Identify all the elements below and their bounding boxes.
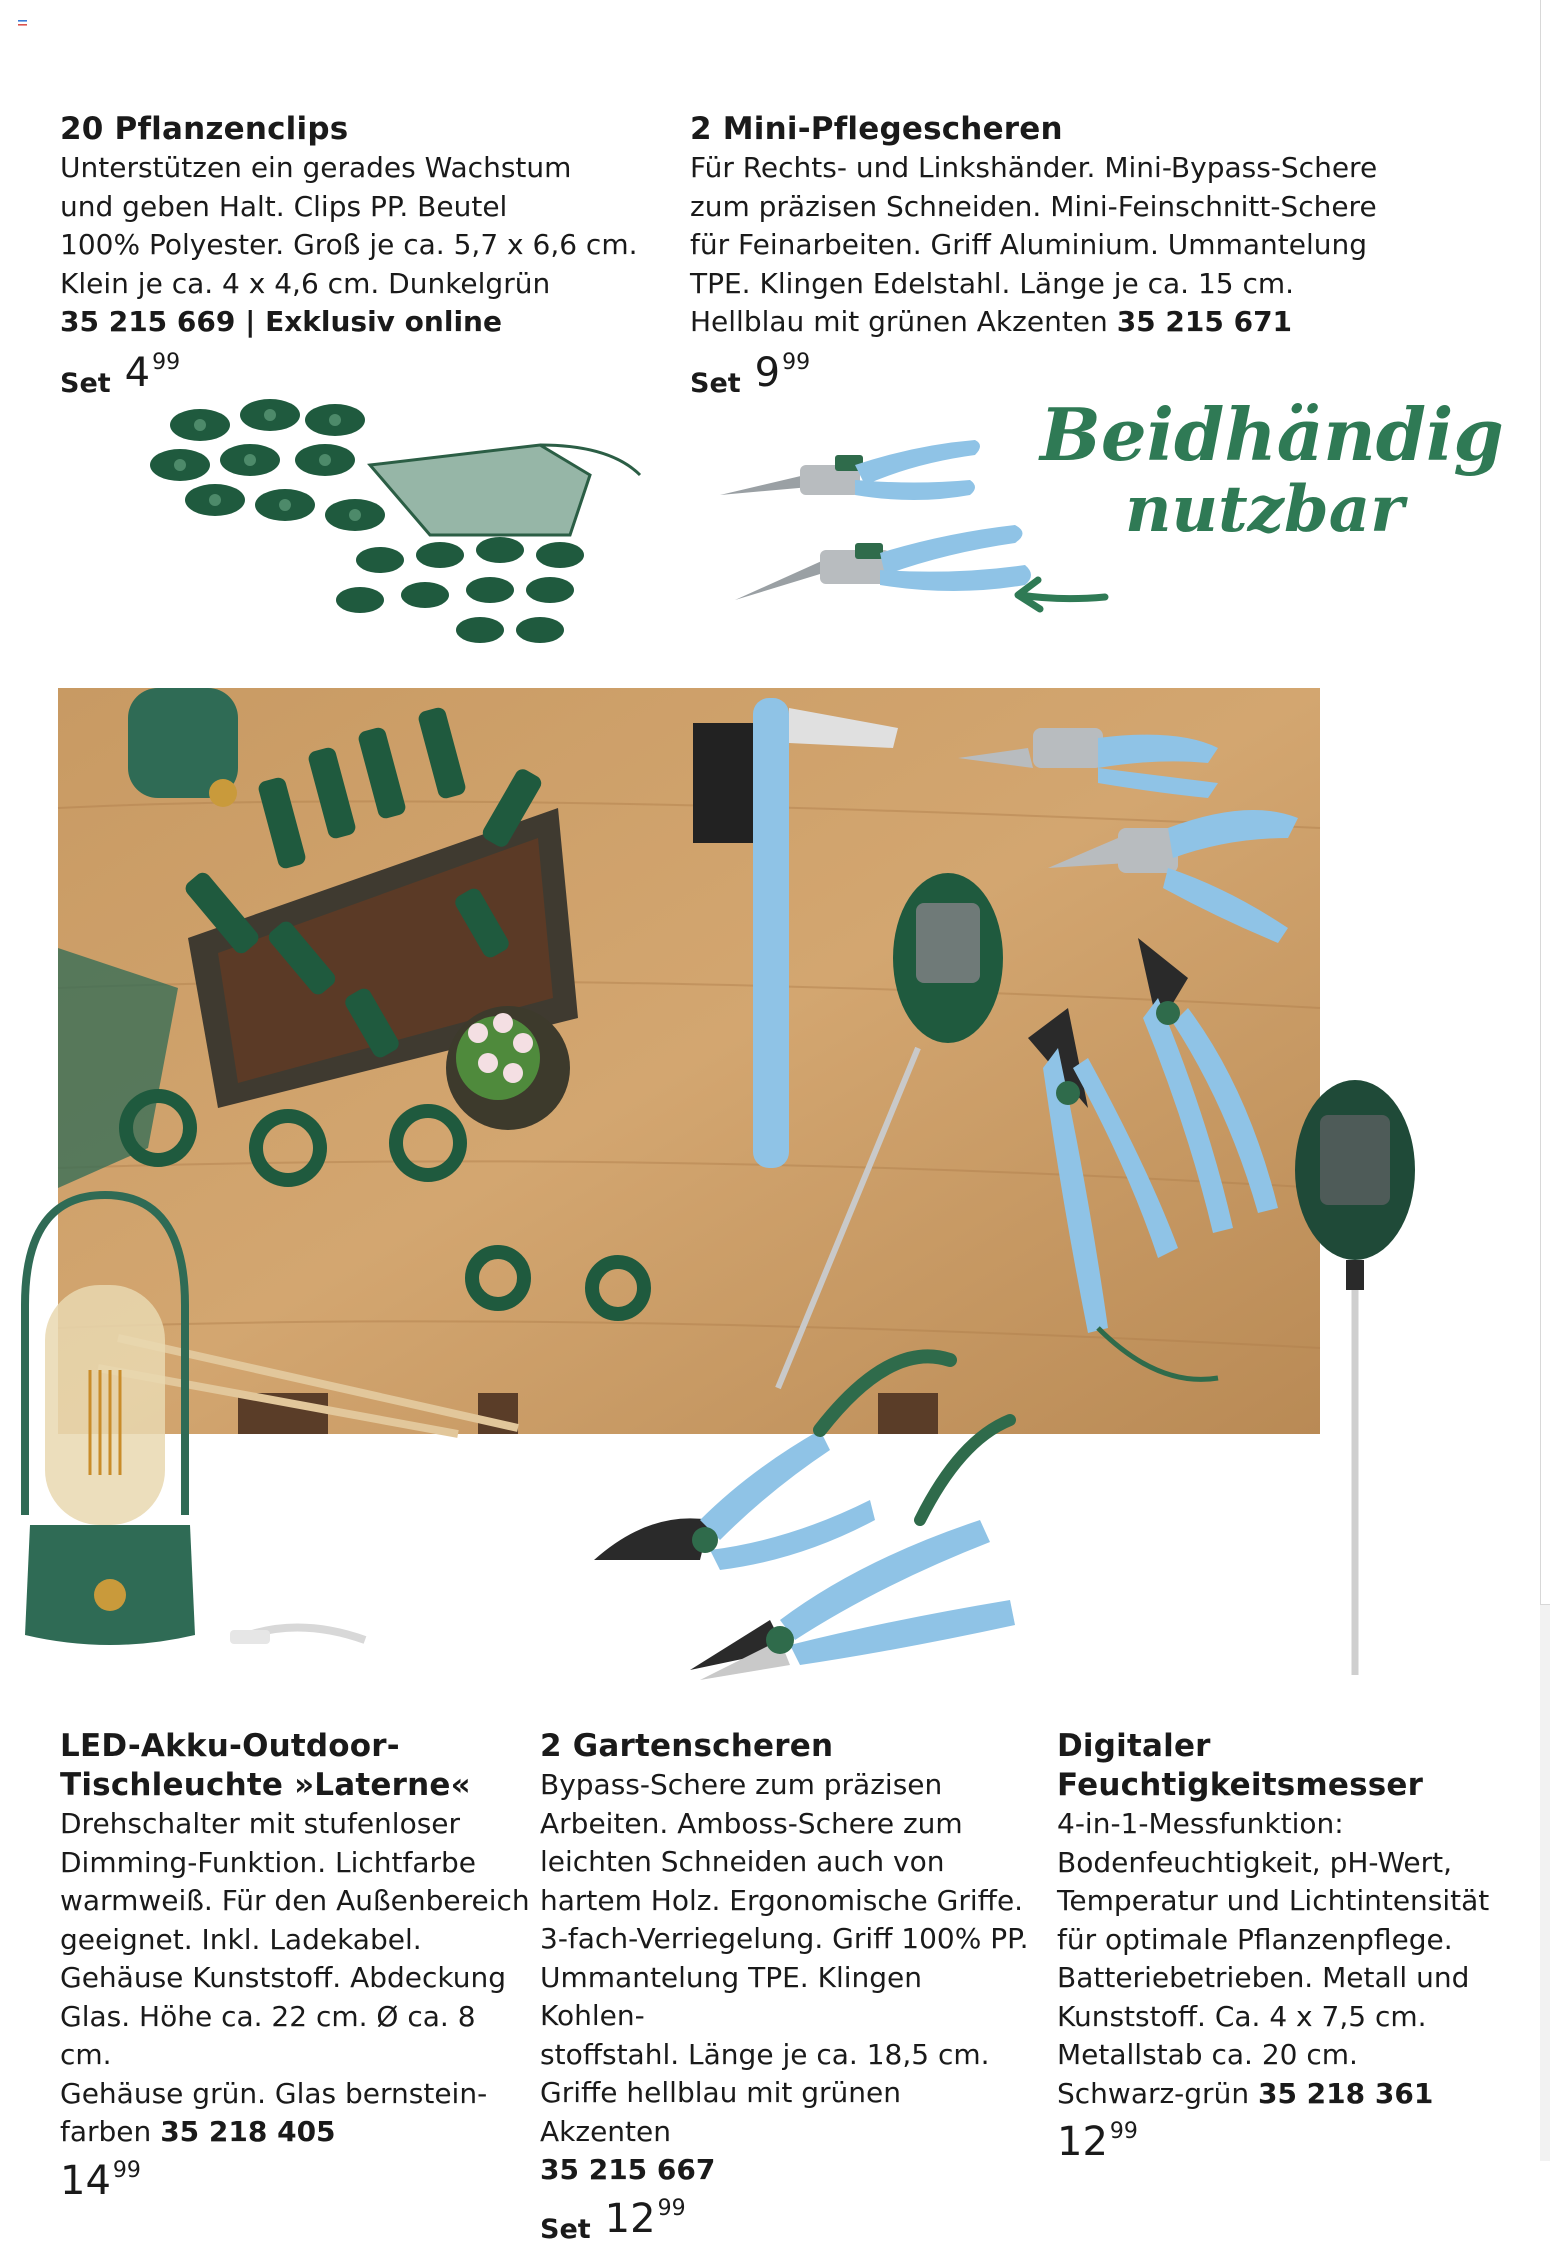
price-prefix: Set — [540, 2213, 591, 2245]
price-decimal: 99 — [782, 349, 811, 375]
product-clips — [60, 110, 660, 399]
price-integer: 9 — [754, 349, 781, 396]
article-number: 35 215 671 — [1116, 305, 1293, 338]
scrollbar-thumb[interactable] — [1540, 0, 1550, 1605]
product-lamp — [60, 1727, 530, 2204]
price — [60, 2158, 530, 2204]
menu-icon[interactable] — [18, 19, 27, 27]
product-title: 2 Gartenscheren — [540, 1728, 834, 1764]
price-decimal: 99 — [657, 2195, 686, 2221]
product-description: Unterstützen ein gerades Wachstum und geben Halt. Clips PP. Beutel 100% Polyester. Groß je ca. 5,7 x 6,6 cm. Klein je ca. 4 x 4,6 cm. Dunkelgrün 35 215 669 | Exklusiv online — [60, 149, 660, 342]
callout-line-2: nutzbar — [1125, 472, 1404, 547]
callout-ambidextrous — [1040, 392, 1504, 547]
price-integer: 4 — [124, 349, 151, 396]
price-prefix: Set — [60, 367, 111, 399]
price-decimal: 99 — [152, 349, 181, 375]
product-title: 2 Mini-Pflegescheren — [690, 111, 1063, 147]
article-number: 35 218 361 — [1257, 2076, 1434, 2110]
product-garden-scissors — [540, 1727, 1030, 2245]
product-description: Bypass-Schere zum präzisen Arbeiten. Amboss-Schere zum leichten Schneiden auch von hartem Holz. Ergonomische Griffe. 3-fach-Verriegelung. Griff 100% PP. Ummantelung TPE. Klingen Kohlen- stoffstahl. Länge je ca. 18,5 cm. Griffe hellblau mit grünen Akzenten 35 215 667 — [540, 1766, 1030, 2190]
callout-line-1: Beidhändig — [1040, 392, 1504, 477]
price-decimal: 99 — [112, 2157, 141, 2183]
product-title: Digitaler Feuchtigkeitsmesser — [1057, 1728, 1424, 1803]
price-integer: 14 — [60, 2157, 111, 2204]
price — [540, 2196, 1030, 2245]
price — [1057, 2119, 1537, 2165]
product-moisture-meter — [1057, 1727, 1537, 2165]
product-description: 4-in-1-Messfunktion: Bodenfeuchtigkeit, pH-Wert, Temperatur und Lichtintensität für optimale Pflanzenpflege. Batteriebetrieben. Metall und Kunststoff. Ca. 4 x 7,5 cm. Metallstab ca. 20 cm. Schwarz-grün 35 218 361 — [1057, 1807, 1490, 2110]
price-integer: 12 — [604, 2195, 656, 2242]
clips-product-image — [140, 385, 670, 655]
garden-scissors-product-image — [590, 1320, 1030, 1700]
product-title: 20 Pflanzenclips — [60, 111, 349, 147]
meter-product-image — [1290, 1080, 1420, 1680]
product-title: LED-Akku-Outdoor- Tischleuchte »Laterne« — [60, 1728, 471, 1803]
product-description: Drehschalter mit stufenloser Dimming-Funktion. Lichtfarbe warmweiß. Für den Außenbereich geeignet. Inkl. Ladekabel. Gehäuse Kunststoff. Abdeckung Glas. Höhe ca. 22 cm. Ø ca. 8 cm. Gehäuse grün. Glas bernstein- farben 35 218 405 — [60, 1807, 530, 2148]
price-prefix: Set — [690, 367, 741, 399]
article-number: 35 218 405 — [160, 2115, 336, 2148]
arrow-left-icon — [1010, 575, 1110, 615]
price-decimal: 99 — [1109, 2119, 1138, 2144]
price-integer: 12 — [1057, 2119, 1108, 2165]
article-number: 35 215 667 — [540, 2153, 716, 2186]
article-number: 35 215 669 | Exklusiv online — [60, 305, 502, 338]
product-mini-scissors — [690, 110, 1410, 399]
mini-scissors-product-image — [715, 415, 1045, 615]
product-description: Für Rechts- und Linkshänder. Mini-Bypass-Schere zum präzisen Schneiden. Mini-Feinschnitt-Schere für Feinarbeiten. Griff Aluminium. Ummantelung TPE. Klingen Edelstahl. Länge je ca. 15 cm. Hellblau mit grünen Akzenten 35 215 671 — [690, 151, 1378, 338]
lamp-product-image — [15, 1185, 375, 1665]
